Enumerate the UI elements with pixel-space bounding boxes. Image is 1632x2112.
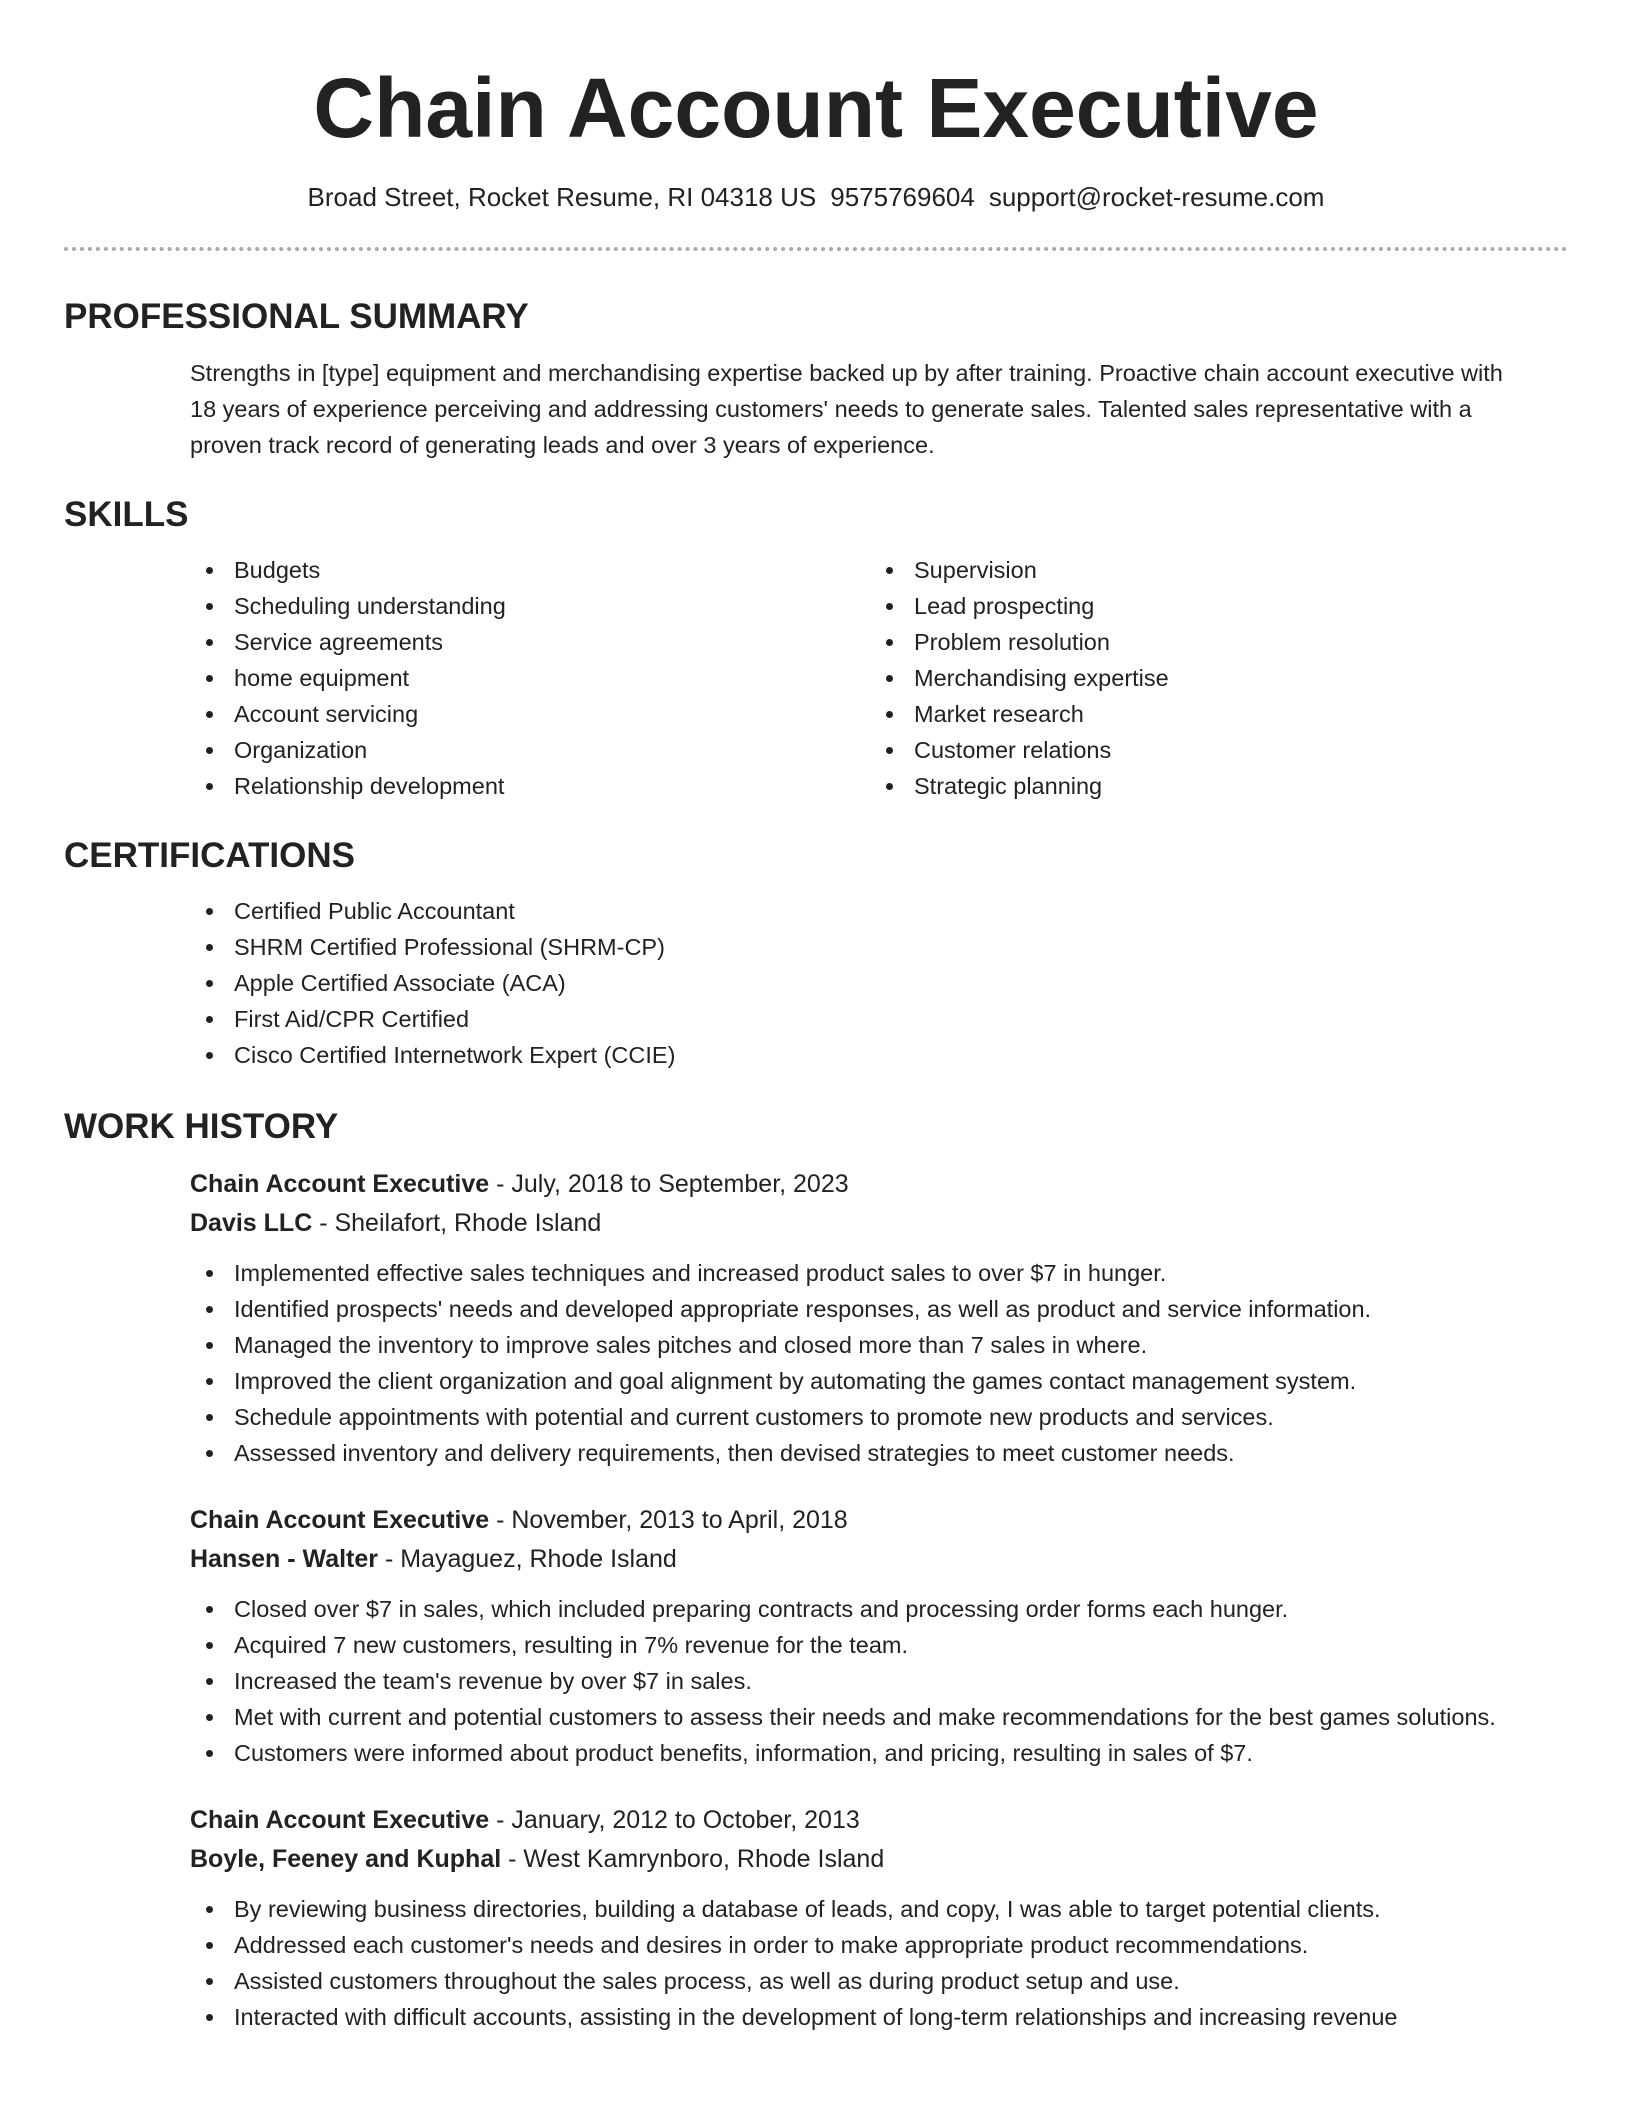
job-bullet: Managed the inventory to improve sales pitches and closed more than 7 sales in where. [190,1327,1530,1363]
job-bullets [190,1255,1530,1471]
skill-item: Problem resolution [870,624,1550,660]
certification-item: Cisco Certified Internetwork Expert (CCIE) [190,1037,1568,1073]
contact-email: support@rocket-resume.com [988,182,1325,212]
skill-item: Account servicing [190,696,870,732]
certifications-list [190,893,1568,1073]
job-company-line [190,1839,1568,1879]
skill-item: Service agreements [190,624,870,660]
resume-page [64,0,1568,2035]
certification-item: SHRM Certified Professional (SHRM-CP) [190,929,1568,965]
job-company: Hansen - Walter [190,1545,379,1573]
job-bullet: Customers were informed about product benefits, information, and pricing, resulting in sales of $7. [190,1735,1530,1771]
job-dates: - November, 2013 to April, 2018 [489,1506,848,1534]
job-role: Chain Account Executive [190,1506,490,1534]
job-bullet: Schedule appointments with potential and current customers to promote new products and services. [190,1399,1530,1435]
skill-item: Strategic planning [870,768,1550,804]
job-bullet: Addressed each customer's needs and desires in order to make appropriate product recommendations. [190,1927,1530,1963]
job-bullet: Closed over $7 in sales, which included preparing contracts and processing order forms each hunger. [190,1591,1530,1627]
job-bullet: By reviewing business directories, building a database of leads, and copy, I was able to target potential clients. [190,1891,1530,1927]
skill-item: Lead prospecting [870,588,1550,624]
job-bullet: Implemented effective sales techniques and increased product sales to over $7 in hunger. [190,1255,1530,1291]
skill-item: Relationship development [190,768,870,804]
job-entry [190,1501,1568,1771]
job-role: Chain Account Executive [190,1806,490,1834]
job-bullet: Identified prospects' needs and developed appropriate responses, as well as product and service information. [190,1291,1530,1327]
job-bullet: Assisted customers throughout the sales process, as well as during product setup and use. [190,1963,1530,1999]
skill-item: home equipment [190,660,870,696]
certification-item: Apple Certified Associate (ACA) [190,965,1568,1001]
job-location: - West Kamrynboro, Rhode Island [501,1845,885,1873]
summary-text: Strengths in [type] equipment and merchandising expertise backed up by after training. Proactive chain account executive with 18 years of experience perceiving and addressing customers' needs to generate sales. Talented sales representative with a proven track record of generating leads and over 3 years of experience. [190,360,1503,458]
resume-name: Chain Account Executive [313,61,1319,155]
certification-item: Certified Public Accountant [190,893,1568,929]
certifications-heading: CERTIFICATIONS [64,836,356,875]
job-bullet: Assessed inventory and delivery requirements, then devised strategies to meet customer needs. [190,1435,1530,1471]
skill-item: Merchandising expertise [870,660,1550,696]
job-company-line [190,1539,1568,1579]
job-bullet: Acquired 7 new customers, resulting in 7% revenue for the team. [190,1627,1530,1663]
job-title-line [190,1501,1568,1539]
job-entry [190,1165,1568,1471]
job-title-line [190,1801,1568,1839]
job-bullets [190,1591,1530,1771]
job-bullet: Increased the team's revenue by over $7 in sales. [190,1663,1530,1699]
job-dates: - January, 2012 to October, 2013 [489,1806,860,1834]
skills-grid [190,552,1568,804]
contact-line [64,180,1568,214]
skills-list-left [190,552,870,804]
header-divider [64,247,1568,251]
job-location: - Mayaguez, Rhode Island [378,1545,677,1573]
job-entry [190,1801,1568,2035]
skill-item: Market research [870,696,1550,732]
job-bullet: Met with current and potential customers to assess their needs and make recommendations for the best games solutions. [190,1699,1530,1735]
skill-item: Budgets [190,552,870,588]
job-bullets [190,1891,1530,2035]
job-location: - Sheilafort, Rhode Island [312,1209,602,1237]
work-history-heading: WORK HISTORY [64,1107,339,1146]
job-company-line [190,1203,1568,1243]
job-role: Chain Account Executive [190,1170,490,1198]
job-company: Boyle, Feeney and Kuphal [190,1845,502,1873]
certification-item: First Aid/CPR Certified [190,1001,1568,1037]
skill-item: Supervision [870,552,1550,588]
job-title-line [190,1165,1568,1203]
skill-item: Customer relations [870,732,1550,768]
contact-address: Broad Street, Rocket Resume, RI 04318 US [307,182,817,212]
job-bullet: Improved the client organization and goal alignment by automating the games contact management system. [190,1363,1530,1399]
job-dates: - July, 2018 to September, 2023 [489,1170,849,1198]
skill-item: Organization [190,732,870,768]
job-bullet: Interacted with difficult accounts, assisting in the development of long-term relationships and increasing revenue [190,1999,1530,2035]
skill-item: Scheduling understanding [190,588,870,624]
skills-heading: SKILLS [64,495,189,534]
contact-phone: 9575769604 [830,182,975,212]
job-company: Davis LLC [190,1209,313,1237]
summary-heading: PROFESSIONAL SUMMARY [64,297,529,336]
skills-list-right [870,552,1550,804]
